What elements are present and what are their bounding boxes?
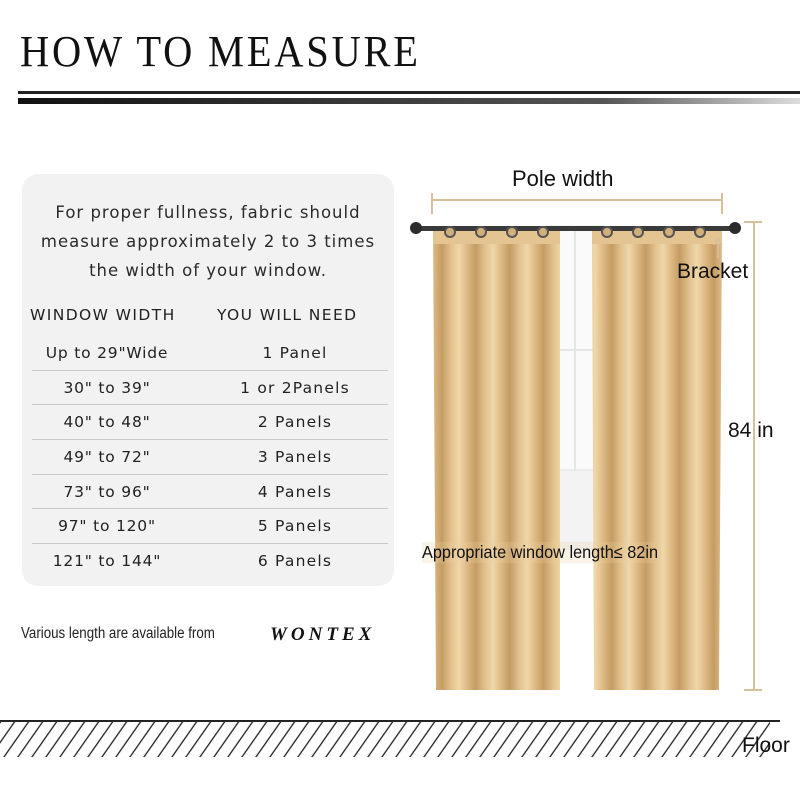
floor-label: Floor: [742, 734, 790, 757]
window-width-cell: 73" to 96": [63, 482, 151, 501]
window-width-cell: 49" to 72": [63, 448, 151, 467]
pole-width-measure: [432, 193, 722, 214]
right-curtain-panel: [592, 226, 722, 690]
intro-line: the width of your window.: [89, 261, 327, 280]
length-availability-note: Various length are available from: [21, 625, 215, 642]
panels-needed-cell: 3 Panels: [257, 448, 333, 467]
window-width-cell: 121" to 144": [52, 552, 162, 571]
window-width-header: WINDOW WIDTH: [30, 306, 176, 324]
panels-needed-cell: 5 Panels: [257, 517, 333, 536]
panels-needed-cell: 6 Panels: [257, 552, 333, 571]
page-title: HOW TO MEASURE: [20, 27, 421, 76]
panels-needed-cell: 2 Panels: [257, 413, 333, 432]
window-width-cell: 97" to 120": [58, 517, 156, 536]
window-width-cell: Up to 29"Wide: [45, 344, 169, 362]
floor-hatching: [0, 721, 780, 757]
window-width-cell: 30" to 39": [63, 378, 151, 397]
brand-logo: WONTEX: [270, 624, 376, 645]
you-will-need-header: YOU WILL NEED: [217, 306, 358, 324]
panels-needed-cell: 4 Panels: [257, 482, 333, 501]
panels-needed-cell: 1 Panel: [262, 344, 328, 362]
height-measure: [744, 222, 762, 690]
panels-needed-cell: 1 or 2Panels: [240, 378, 350, 397]
intro-line: measure approximately 2 to 3 times: [40, 232, 376, 251]
pole-width-label: Pole width: [512, 166, 614, 191]
window-width-cell: 40" to 48": [63, 413, 151, 432]
intro-line: For proper fullness, fabric should: [55, 203, 361, 222]
window-length-label: Appropriate window length≤ 82in: [422, 542, 659, 562]
left-curtain-panel: [433, 226, 560, 690]
curtain-height-label: 84 in: [728, 419, 774, 442]
bracket-label: Bracket: [677, 260, 749, 283]
